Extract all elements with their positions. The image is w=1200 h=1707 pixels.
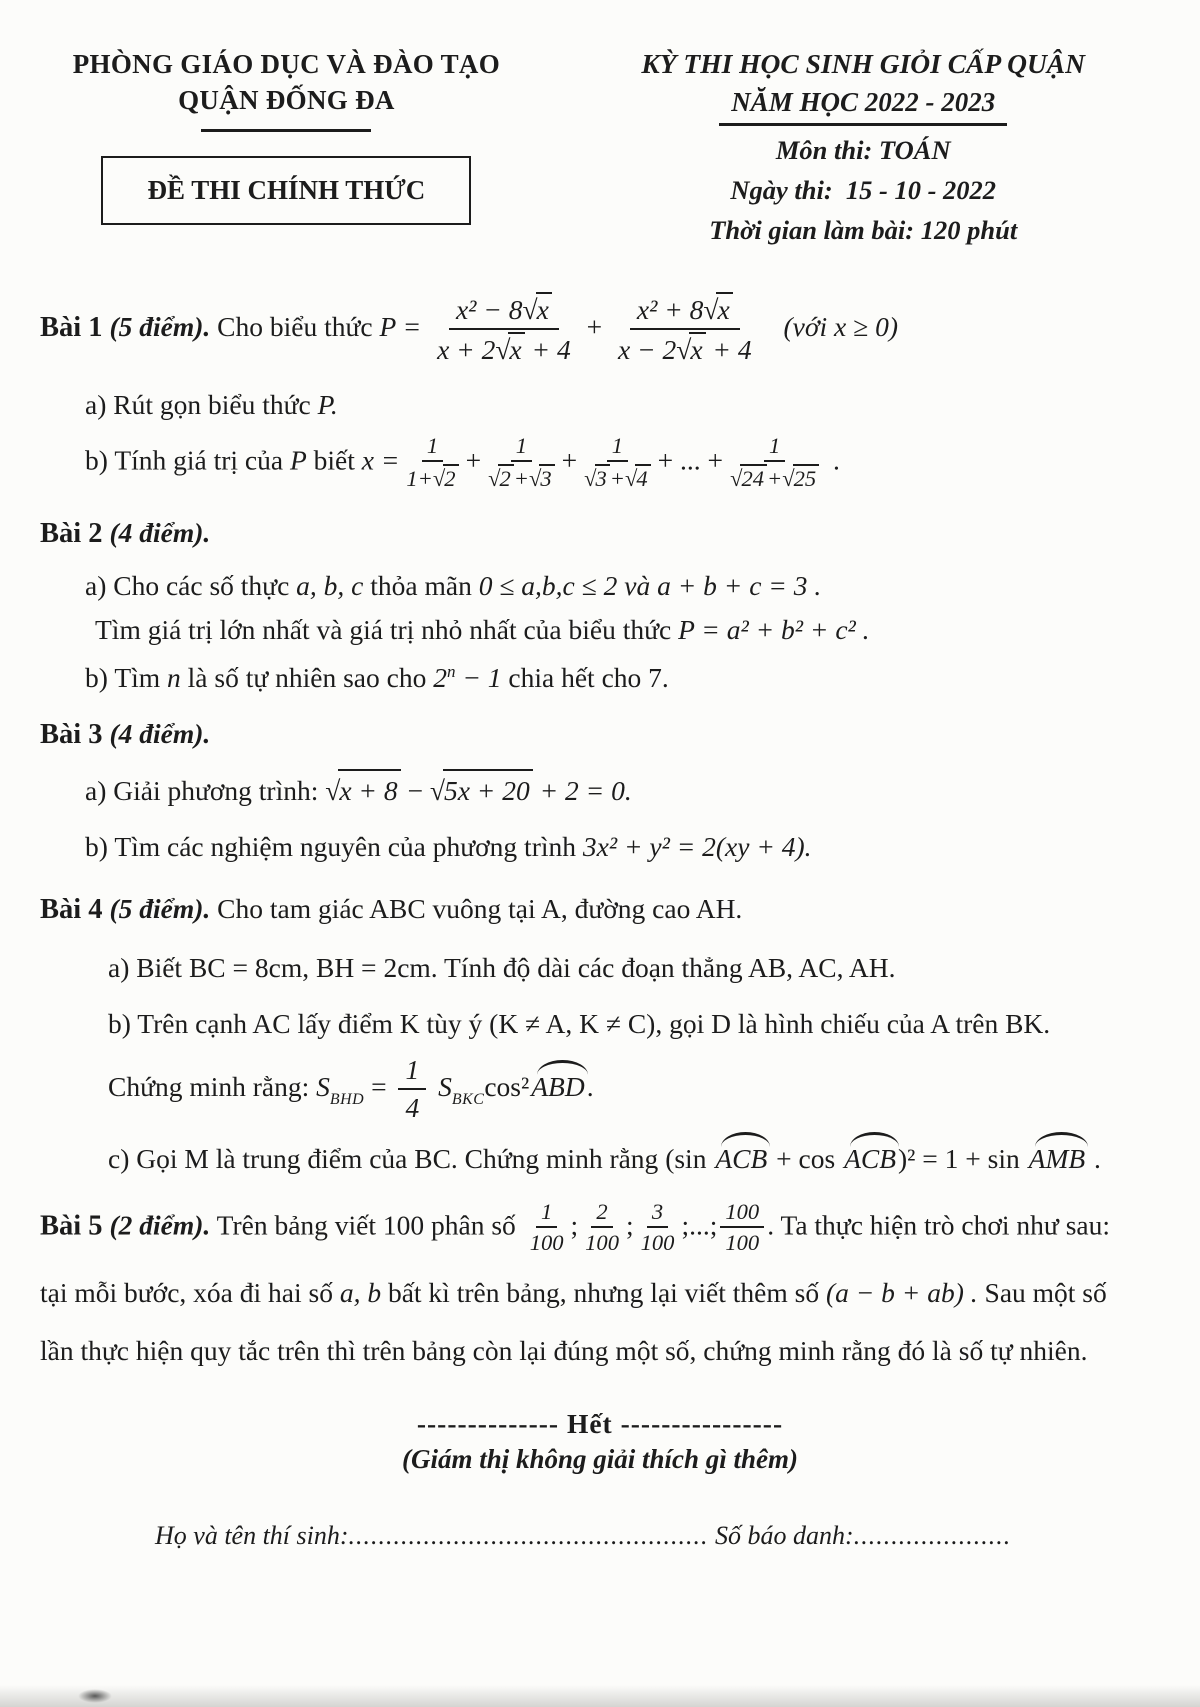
fraction-numerator: 3 bbox=[647, 1199, 668, 1229]
math-run: x − 2 bbox=[617, 334, 677, 366]
area-symbol: S bbox=[316, 1070, 330, 1102]
sqrt-radical bbox=[529, 464, 555, 493]
sqrt-radical bbox=[522, 292, 551, 326]
math-run: a + b + c = 3 . bbox=[657, 570, 822, 601]
header-divider bbox=[201, 129, 371, 132]
text-run: Tính giá trị của bbox=[114, 443, 284, 475]
math-run: 3x² + y² = 2(xy + 4). bbox=[582, 830, 812, 862]
math-open: (sin bbox=[665, 1142, 714, 1174]
math-run: P bbox=[289, 443, 307, 475]
math-run: + 4 bbox=[705, 334, 752, 366]
math-run: a, b, c bbox=[296, 570, 364, 601]
official-exam-box: ĐỀ THI CHÍNH THỨC bbox=[101, 156, 471, 225]
fraction-numerator: 1 bbox=[764, 433, 785, 463]
math-rest: − 1 bbox=[462, 661, 502, 693]
angle-arc: ABD bbox=[529, 1067, 586, 1107]
item-label: b) bbox=[85, 661, 108, 693]
sqrt-radical bbox=[782, 464, 819, 493]
text-run: thỏa mãn bbox=[370, 570, 472, 601]
math-run bbox=[665, 1143, 1101, 1174]
sqrt-radical bbox=[488, 464, 514, 493]
problem-2-item-a-cont bbox=[40, 610, 1160, 650]
math-run bbox=[433, 662, 501, 693]
fraction-numerator bbox=[630, 292, 740, 330]
problem-2-item-a bbox=[40, 566, 1160, 606]
text-run: c) Gọi M là trung điểm của BC. Chứng minh rằng bbox=[108, 1142, 659, 1174]
candidate-number-label: Số báo danh: bbox=[715, 1521, 854, 1551]
problem-5-statement bbox=[40, 1197, 1160, 1259]
sqrt-radical bbox=[325, 769, 400, 811]
problem-1-item-b bbox=[40, 431, 1160, 495]
problem-label: Bài 5 bbox=[40, 1209, 103, 1241]
fraction bbox=[581, 1199, 623, 1257]
text-run: Cho biểu thức bbox=[217, 310, 373, 342]
sqrt-argument: 4 bbox=[635, 464, 650, 493]
fraction-denominator bbox=[580, 462, 655, 493]
plus-operator: + bbox=[586, 310, 603, 342]
fraction-numerator bbox=[449, 292, 559, 330]
text-run: . bbox=[586, 1070, 594, 1102]
scan-artifact bbox=[78, 1689, 112, 1703]
math-run: (a − b + ab) . bbox=[825, 1276, 978, 1308]
problem-4-item-c bbox=[40, 1139, 1160, 1179]
plus-operator: + bbox=[465, 443, 482, 475]
text-run: biết bbox=[313, 443, 355, 475]
fraction-numerator: 1 bbox=[422, 433, 443, 463]
sqrt-radical bbox=[730, 464, 767, 493]
text-run: Chứng minh rằng: bbox=[108, 1070, 310, 1102]
condition-note: (với x ≥ 0) bbox=[783, 310, 898, 342]
fraction-denominator: 4 bbox=[405, 1092, 420, 1124]
points-label: (2 điểm). bbox=[109, 1208, 211, 1240]
text-run: bất kì trên bảng, nhưng lại viết thêm số bbox=[387, 1276, 820, 1308]
sqrt-radical bbox=[495, 332, 524, 366]
sqrt-argument: 24 bbox=[740, 464, 767, 493]
problem-4-item-a: a) Biết BC = 8cm, BH = 2cm. Tính độ dài các đoạn thẳng AB, AC, AH. bbox=[108, 952, 896, 983]
text-run: Rút gọn biểu thức bbox=[113, 388, 311, 420]
math-run: 0 ≤ a,b,c ≤ 2 bbox=[478, 570, 618, 601]
sqrt-radical bbox=[625, 464, 651, 493]
math-mid: )² = 1 + sin bbox=[898, 1142, 1027, 1174]
text-run: Tìm bbox=[114, 661, 161, 693]
fraction-numerator: 1 bbox=[511, 433, 532, 463]
problem-3-heading bbox=[40, 714, 1160, 755]
points-label: (4 điểm). bbox=[109, 516, 211, 548]
minus-operator: − bbox=[407, 774, 423, 806]
fraction bbox=[402, 433, 462, 493]
scan-artifact bbox=[0, 1685, 1200, 1707]
math-end: . bbox=[1087, 1142, 1101, 1174]
fraction bbox=[484, 433, 559, 493]
math-base: 2 bbox=[433, 661, 447, 693]
candidate-name-label: Họ và tên thí sinh: bbox=[155, 1521, 349, 1551]
math-exponent: n bbox=[446, 661, 456, 681]
sqrt-radical bbox=[584, 464, 610, 493]
text-run: Cho tam giác ABC vuông tại A, đường cao AH. bbox=[217, 892, 743, 924]
area-subscript: BKC bbox=[451, 1090, 485, 1108]
problem-2-item-b bbox=[40, 658, 1160, 698]
fraction bbox=[526, 1199, 568, 1257]
text-run: và bbox=[624, 570, 651, 601]
sqrt-argument: 3 bbox=[595, 464, 610, 493]
item-label: a) bbox=[85, 570, 107, 601]
fraction-denominator bbox=[484, 462, 559, 493]
sqrt-radical bbox=[676, 332, 705, 366]
problem-2-heading bbox=[40, 513, 1160, 554]
angle-arc: ACB bbox=[842, 1139, 898, 1179]
duration-line: Thời gian làm bài: 120 phút bbox=[709, 214, 1018, 245]
date-line: Ngày thi: 15 - 10 - 2022 bbox=[730, 174, 997, 205]
sqrt-argument: 2 bbox=[443, 464, 458, 493]
department-line2: QUẬN ĐỐNG ĐA bbox=[178, 85, 395, 116]
fraction bbox=[398, 1054, 426, 1125]
math-run: + bbox=[513, 466, 529, 492]
math-run: P. bbox=[317, 388, 338, 420]
text-run: Trên bảng viết 100 phân số bbox=[216, 1208, 516, 1240]
sqrt-radical bbox=[703, 292, 732, 326]
problem-5-line3: lần thực hiện quy tắc trên thì trên bảng còn lại đúng một số, chứng minh rằng đó là số tự nhiên. bbox=[40, 1334, 1088, 1366]
angle-arc: ACB bbox=[713, 1139, 769, 1179]
problem-1-statement bbox=[40, 290, 1160, 369]
sqrt-argument: 3 bbox=[539, 464, 554, 493]
candidate-line bbox=[40, 1521, 1160, 1551]
sqrt-argument: 25 bbox=[793, 464, 820, 493]
fraction-denominator bbox=[433, 330, 575, 366]
fraction-numerator: 1 bbox=[536, 1199, 557, 1229]
math-run: n bbox=[167, 661, 181, 693]
problem-1-item-a bbox=[40, 385, 1160, 425]
sqrt-argument: x bbox=[508, 332, 524, 366]
sqrt-radical bbox=[430, 769, 533, 811]
plus-operator: + bbox=[561, 443, 578, 475]
separator: ;...; bbox=[681, 1208, 718, 1240]
problem-3-item-b bbox=[40, 827, 1160, 867]
fraction bbox=[720, 1199, 764, 1257]
problem-3-item-a bbox=[40, 769, 1160, 811]
math-run bbox=[438, 1070, 594, 1108]
fraction bbox=[614, 292, 756, 367]
fraction-denominator: 100 bbox=[585, 1230, 619, 1256]
separator: ; bbox=[625, 1208, 634, 1240]
dashes-left: -------------- bbox=[416, 1408, 560, 1440]
school-year-row bbox=[566, 82, 1160, 126]
problem-label: Bài 2 bbox=[40, 517, 103, 549]
fraction-denominator: 100 bbox=[529, 1230, 564, 1256]
math-run: + 2 = 0. bbox=[539, 774, 632, 806]
fraction-denominator bbox=[402, 462, 462, 493]
problem-4-item-b: b) Trên cạnh AC lấy điểm K tùy ý (K ≠ A, K ≠ C), gọi D là hình chiếu của A trên BK. bbox=[108, 1007, 1051, 1039]
item-label: b) bbox=[85, 443, 108, 475]
math-run: x² + 8 bbox=[636, 293, 704, 325]
math-run: P = bbox=[379, 310, 422, 342]
fraction-denominator: 100 bbox=[640, 1230, 675, 1256]
sqrt-argument: 2 bbox=[498, 464, 513, 493]
end-divider bbox=[40, 1408, 1160, 1440]
sqrt-argument: 5x + 20 bbox=[443, 769, 533, 811]
fraction-denominator bbox=[726, 462, 823, 493]
dashes-right: ---------------- bbox=[620, 1408, 784, 1440]
separator: ; bbox=[570, 1208, 579, 1240]
math-run: + bbox=[766, 466, 783, 492]
proctor-note: (Giám thị không giải thích gì thêm) bbox=[401, 1444, 799, 1475]
problem-label: Bài 1 bbox=[40, 311, 103, 343]
candidate-name-blank: ................................................ bbox=[348, 1521, 709, 1551]
fraction bbox=[637, 1199, 679, 1257]
math-run: a, b bbox=[339, 1276, 382, 1308]
area-symbol: S bbox=[438, 1070, 452, 1102]
text-run: . bbox=[833, 443, 840, 475]
fraction bbox=[726, 433, 823, 493]
header-left bbox=[40, 46, 533, 225]
text-run: Sau một số bbox=[984, 1276, 1107, 1308]
math-run: P = a² + b² + c² . bbox=[678, 613, 870, 645]
equals-operator: = bbox=[371, 1070, 387, 1102]
math-mid: + cos bbox=[769, 1142, 843, 1174]
text-run: Giải phương trình: bbox=[113, 774, 319, 806]
area-subscript: BHD bbox=[329, 1090, 365, 1108]
sqrt-argument: x bbox=[689, 332, 705, 366]
text-run: Tìm giá trị lớn nhất và giá trị nhỏ nhất của biểu thức bbox=[95, 613, 672, 645]
sqrt-argument: x + 8 bbox=[338, 769, 400, 811]
header-right bbox=[566, 46, 1160, 246]
department-line1: PHÒNG GIÁO DỤC VÀ ĐÀO TẠO bbox=[72, 49, 501, 79]
problem-4-heading bbox=[40, 889, 1160, 930]
fraction bbox=[433, 292, 575, 367]
points-label: (5 điểm). bbox=[109, 310, 211, 342]
fraction bbox=[580, 433, 655, 493]
header bbox=[40, 46, 1160, 246]
fraction-denominator bbox=[614, 330, 756, 366]
subject-line: Môn thi: TOÁN bbox=[775, 134, 951, 165]
sqrt-argument: x bbox=[716, 292, 732, 326]
exam-title: KỲ THI HỌC SINH GIỎI CẤP QUẬN bbox=[641, 48, 1086, 79]
fraction-numerator: 2 bbox=[591, 1199, 612, 1229]
sqrt-argument: x bbox=[536, 292, 552, 326]
fraction-numerator: 1 bbox=[398, 1054, 426, 1090]
candidate-number-blank: ..................... bbox=[853, 1521, 1012, 1551]
text-run: chia hết cho 7. bbox=[508, 661, 669, 693]
angle-arc: AMB bbox=[1027, 1139, 1088, 1179]
item-label: b) bbox=[85, 830, 108, 862]
ellipsis-operator: + ... + bbox=[657, 443, 724, 475]
text-run: . Ta thực hiện trò chơi như sau: bbox=[767, 1208, 1111, 1240]
text-run: tại mỗi bước, xóa đi hai số bbox=[40, 1276, 333, 1308]
math-run: x² − 8 bbox=[455, 293, 523, 325]
math-run bbox=[316, 1070, 365, 1108]
cos-function: cos² bbox=[484, 1070, 530, 1102]
item-label: a) bbox=[85, 774, 107, 806]
math-run: 1+ bbox=[406, 466, 433, 492]
text-run: Tìm các nghiệm nguyên của phương trình bbox=[114, 830, 576, 862]
fraction-numerator: 100 bbox=[720, 1199, 764, 1229]
end-label: Hết bbox=[566, 1408, 613, 1440]
points-label: (4 điểm). bbox=[109, 717, 211, 749]
math-run: + bbox=[609, 466, 625, 492]
problem-5-line2 bbox=[40, 1273, 1160, 1313]
text-run: là số tự nhiên sao cho bbox=[187, 661, 427, 693]
item-label: a) bbox=[85, 388, 107, 420]
text-run: Cho các số thực bbox=[113, 570, 290, 601]
problem-label: Bài 4 bbox=[40, 893, 103, 925]
math-run: x + 2 bbox=[437, 334, 496, 366]
fraction-numerator: 1 bbox=[607, 433, 628, 463]
math-run: + 4 bbox=[524, 334, 571, 366]
fraction-denominator: 100 bbox=[725, 1230, 760, 1256]
points-label: (5 điểm). bbox=[109, 892, 211, 924]
math-run: x = bbox=[361, 443, 400, 475]
sqrt-radical bbox=[433, 464, 459, 493]
problem-4-claim bbox=[40, 1052, 1160, 1127]
problem-label: Bài 3 bbox=[40, 718, 103, 750]
school-year: NĂM HỌC 2022 - 2023 bbox=[719, 85, 1007, 126]
